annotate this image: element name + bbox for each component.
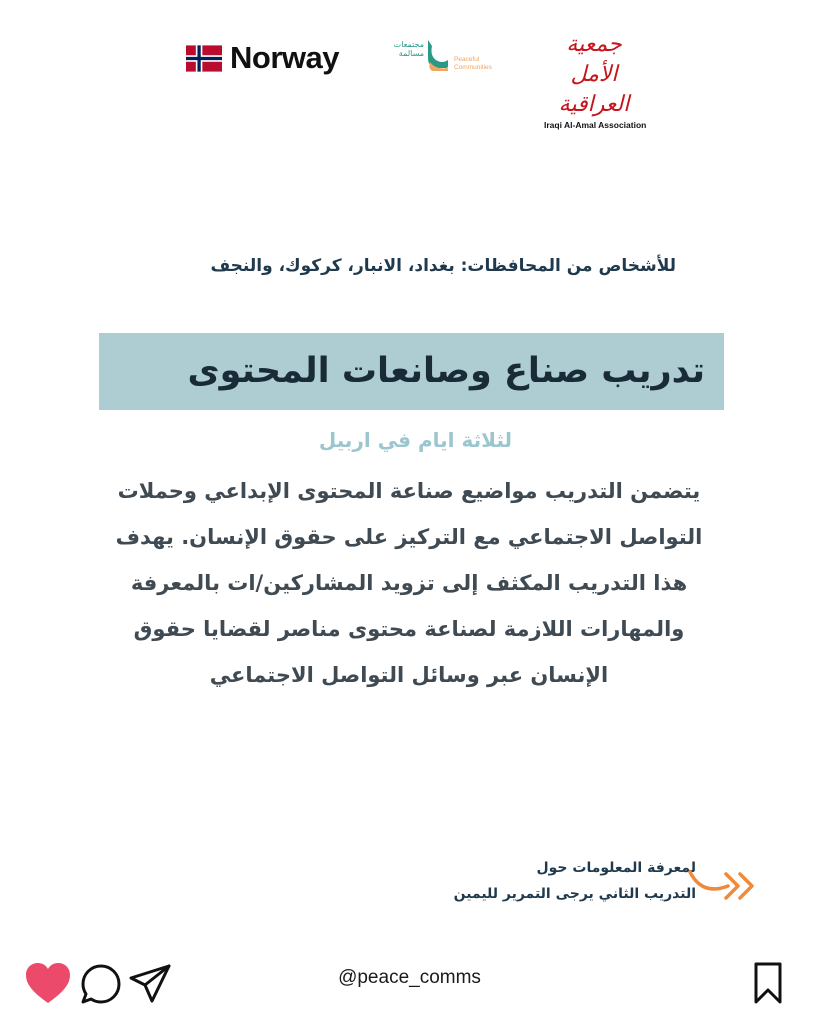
description-line: هذا التدريب المكثف إلى تزويد المشاركين/ات بالمعرفة — [130, 571, 688, 595]
heart-icon[interactable] — [24, 961, 72, 1005]
peaceful-communities-line1: Peaceful — [454, 56, 480, 63]
training-duration: لثلاثة ايام في اربيل — [318, 428, 512, 452]
partner-logos — [0, 30, 819, 130]
dove-icon — [424, 38, 450, 72]
description-line: الإنسان عبر وسائل التواصل الاجتماعي — [209, 663, 609, 687]
post-action-bar — [0, 955, 819, 1015]
swipe-hint-line2: التدريب الثاني يرجى التمرير لليمين — [453, 886, 696, 902]
peaceful-communities-line2: Communities — [454, 64, 492, 71]
training-description — [94, 468, 724, 698]
norway-logo — [186, 40, 339, 76]
account-handle[interactable]: @peace_comms — [338, 967, 481, 988]
swipe-hint — [400, 855, 696, 907]
iraqi-al-amal-arabic-text: جمعية الأمل العراقية — [558, 32, 630, 117]
iraqi-al-amal-logo — [544, 30, 647, 130]
target-governorates-subheading: للأشخاص من المحافظات: بغداد، الانبار، كركوك، والنجف — [210, 256, 676, 276]
description-line: والمهارات اللازمة لصناعة محتوى مناصر لقضايا حقوق — [133, 617, 685, 641]
training-title: تدريب صناع وصانعات المحتوى — [187, 351, 705, 391]
comment-icon[interactable] — [80, 963, 122, 1005]
peaceful-communities-arabic-text: مجتمعات مسالمة — [393, 40, 424, 58]
share-icon[interactable] — [128, 963, 172, 1005]
description-line: التواصل الاجتماعي مع التركيز على حقوق الإنسان. يهدف — [115, 525, 703, 549]
title-band — [99, 333, 724, 410]
peaceful-communities-logo — [392, 34, 504, 82]
norway-logo-text: Norway — [230, 40, 339, 75]
norway-flag-icon — [186, 45, 222, 72]
description-line: يتضمن التدريب مواضيع صناعة المحتوى الإبداعي وحملات — [117, 479, 701, 503]
swipe-hint-line1: لمعرفة المعلومات حول — [536, 860, 696, 876]
swipe-right-arrow-icon — [688, 866, 758, 906]
peaceful-communities-english-text — [454, 56, 492, 72]
bookmark-icon[interactable] — [752, 961, 784, 1005]
iraqi-al-amal-english-text: Iraqi Al-Amal Association — [544, 120, 647, 130]
